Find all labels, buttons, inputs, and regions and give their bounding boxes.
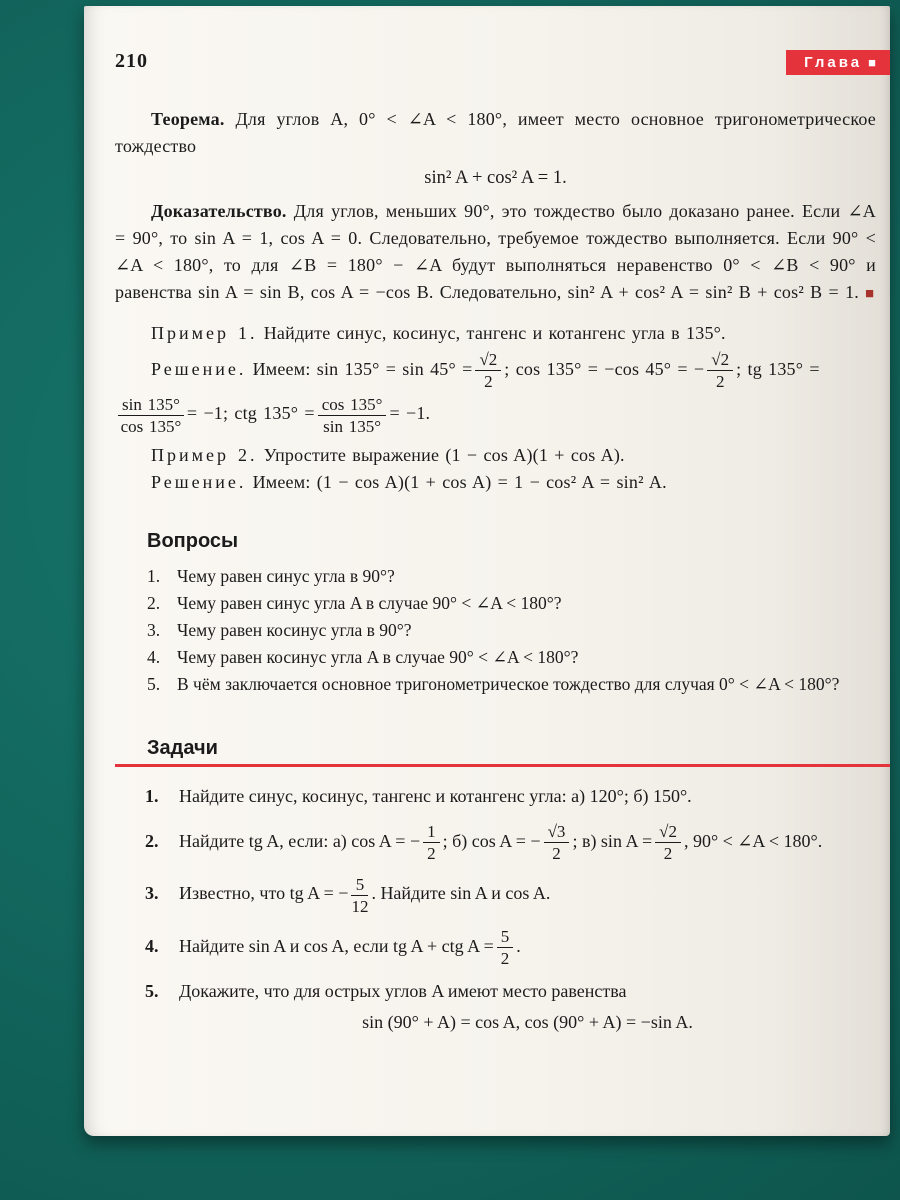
fraction-denominator: 12 [351,896,369,916]
example1-statement [115,320,876,347]
fraction [351,875,368,916]
tasks-list [145,781,876,1038]
fraction-numerator: sin 135° [118,395,184,416]
proof-label: Доказательство. [151,201,287,221]
fraction-denominator: 2 [552,844,561,864]
fraction [707,350,733,391]
example1-text: Найдите синус, косинус, тангенс и котангенс угла в 135°. [263,323,726,343]
theorem-paragraph [115,106,876,160]
fraction [497,927,514,968]
question-text: Чему равен косинус угла A в случае 90° < ∠A < 180°? [177,646,579,667]
example2-statement [115,442,876,469]
example2-label: Пример 2. [151,444,258,465]
page-header [115,6,876,76]
task-text: Найдите sin A и cos A, если tg A + ctg A = $\frac{5}{2}$ . [179,926,521,968]
question-item [147,590,876,616]
fraction [118,395,184,436]
fraction-numerator: 1 [423,822,440,843]
fraction [318,395,387,436]
question-item [147,617,876,643]
page-number: 210 [115,50,148,72]
tasks-title: Задачи [147,736,218,759]
example1-solution [115,347,876,436]
question-item [147,671,876,697]
task-number: 2. [145,830,159,851]
question-item [147,644,876,670]
fraction [423,822,440,863]
chapter-number-marker: ■ [868,55,876,70]
page-content [84,6,890,1136]
proof-paragraph [115,198,876,308]
example1-label: Пример 1. [151,323,258,343]
theorem-text: Для углов A, 0° < ∠A < 180°, имеет место основное тригонометрическое тождество [115,109,876,156]
fraction-denominator: 2 [500,949,510,968]
task-item [145,819,876,863]
fraction-numerator: √2 [707,350,733,371]
task-number: 4. [145,935,159,956]
qed-marker: ■ [865,286,875,302]
tasks-divider [115,764,890,767]
fraction-numerator: 5 [497,927,514,948]
fraction [544,822,570,863]
chapter-label: Глава [804,54,863,71]
task-text: Докажите, что для острых углов A имеют место равенства sin (90° + A) = cos A, cos (90° + A) = −sin A. [179,976,876,1038]
question-number: 5. [147,673,161,694]
solution-text: ; tg 135° = [736,359,820,379]
question-text: Чему равен косинус угла в 90°? [177,619,412,640]
theorem-formula: sin² A + cos² A = 1. [424,168,567,188]
fraction-denominator: 2 [484,372,493,392]
task-text: Найдите синус, косинус, тангенс и котангенс угла: а) 120°; б) 150°. [179,785,692,806]
task-number: 3. [145,883,159,904]
solution-text: ; cos 135° = −cos 45° = − [504,359,705,379]
question-number: 1. [147,565,161,586]
fraction-numerator: 5 [351,875,368,896]
fraction-denominator: 2 [427,844,436,864]
question-number: 3. [147,619,161,640]
task-item [145,781,876,811]
solution-text: = −1. [389,403,431,424]
solution-text: Имеем: (1 − cos A)(1 + cos A) = 1 − cos² A = sin² A. [252,471,667,492]
task-item [145,924,876,968]
fraction-numerator: √2 [655,822,681,843]
task-formula: sin (90° + A) = cos A, cos (90° + A) = −sin A. [362,1012,693,1033]
task-number: 5. [145,981,159,1002]
theorem-label: Теорема. [151,109,225,129]
fraction-denominator: cos 135° [120,416,182,436]
fraction-numerator: √3 [544,822,570,843]
questions-title: Вопросы [147,529,239,552]
solution-text: = −1; ctg 135° = [186,403,315,424]
question-number: 4. [147,646,161,667]
solution-label: Решение. [151,471,247,492]
solution-label: Решение. [151,359,247,379]
question-text: Чему равен синус угла A в случае 90° < ∠A < 180°? [177,592,562,613]
task-text: Известно, что tg A = − $\frac{5}{12}$ . Найдите sin A и cos A. [179,874,551,916]
example2-solution [115,469,876,496]
fraction [655,822,681,863]
example2-text: Упростите выражение (1 − cos A)(1 + cos A). [263,444,625,465]
chapter-header-badge [786,50,890,75]
question-text: В чём заключается основное тригонометрическое тождество для случая 0° < ∠A < 180°? [177,673,840,694]
fraction-denominator: sin 135° [323,416,382,436]
task-item [145,976,876,1038]
fraction-denominator: 2 [715,372,725,392]
questions-list [147,563,876,697]
fraction-denominator: 2 [663,844,673,864]
fraction-numerator: cos 135° [318,395,387,416]
task-text: Найдите tg A, если: а) cos A = − $\frac{1}{2}$ ; б) cos A = − $\frac{√3}{2}$ ; в) sin A = $\frac{√2}{2}$ , 90° < ∠A < 180°. [179,822,823,864]
textbook-page [84,6,890,1136]
fraction-numerator: √2 [475,350,501,371]
task-item [145,871,876,915]
task-number: 1. [145,785,159,806]
question-number: 2. [147,592,161,613]
fraction [475,350,501,391]
question-item [147,563,876,589]
solution-text: Имеем: sin 135° = sin 45° = [252,359,473,379]
question-text: Чему равен синус угла в 90°? [177,565,395,586]
proof-text: Для углов, меньших 90°, это тождество было доказано ранее. Если ∠A = 90°, то sin A = 1, cos A = 0. Следовательно, требуемое тождество выполняется. Если 90° < ∠A < 180°, то для ∠B = 180° − ∠A будут выполняться неравенство 0° < ∠B < 90° и равенства sin A = sin B, cos A = −cos B. Следовательно, sin² A + cos² A = sin² B + cos² B = 1. [115,201,876,302]
